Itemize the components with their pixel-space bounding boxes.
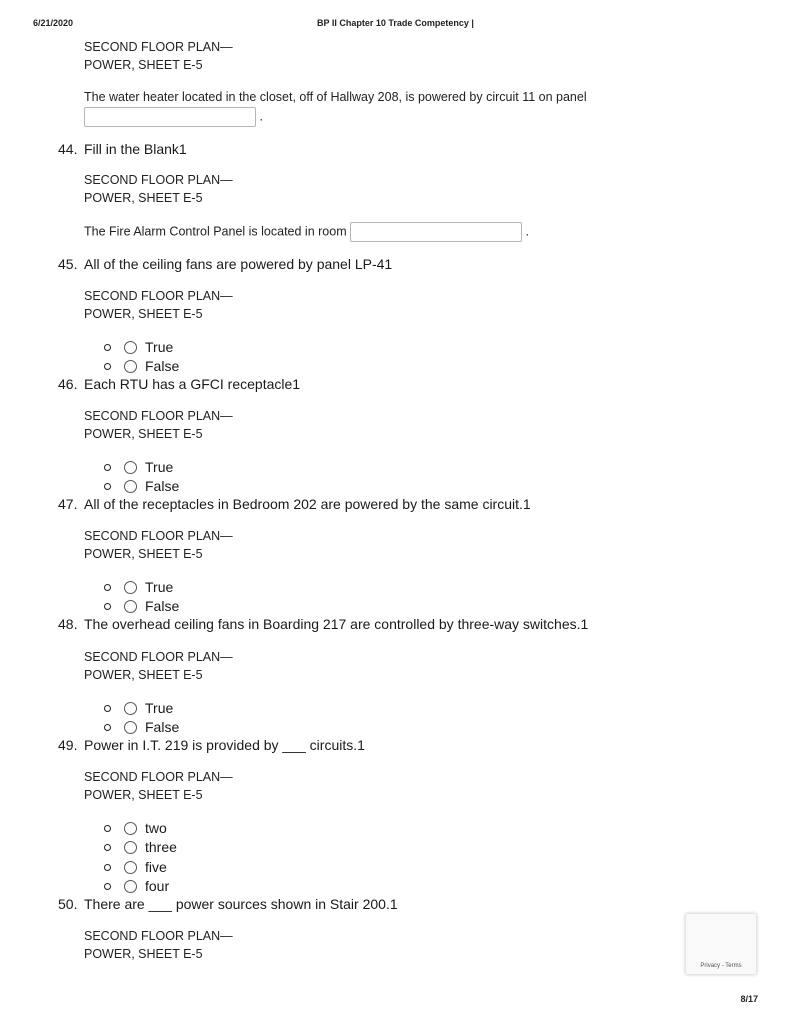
radio-button[interactable] <box>124 861 137 874</box>
sheet-line-2: POWER, SHEET E-5 <box>84 191 203 205</box>
question-49-option-four[interactable] <box>104 877 169 896</box>
question-49-title <box>58 737 365 753</box>
option-label: True <box>145 459 174 475</box>
question-46-option-false[interactable] <box>104 477 179 496</box>
list-bullet-icon <box>104 825 111 832</box>
question-48-option-false[interactable] <box>104 718 179 737</box>
print-title: BP II Chapter 10 Trade Competency | <box>317 18 474 28</box>
question-50-label: There are ___ power sources shown in Stair 200.1 <box>84 896 398 912</box>
sheet-line-1: SECOND FLOOR PLAN— <box>84 929 233 943</box>
question-50-number: 50. <box>58 896 78 912</box>
page-number: 8/17 <box>740 994 758 1004</box>
question-50-title <box>58 896 398 912</box>
question-47-option-true[interactable] <box>104 578 173 597</box>
sheet-reference <box>84 527 233 563</box>
sheet-line-2: POWER, SHEET E-5 <box>84 58 203 72</box>
option-label: False <box>145 719 180 735</box>
sheet-line-1: SECOND FLOOR PLAN— <box>84 173 233 187</box>
sheet-line-2: POWER, SHEET E-5 <box>84 307 203 321</box>
question-44-number: 44. <box>58 141 78 157</box>
sheet-reference <box>84 38 233 74</box>
question-47-label: All of the receptacles in Bedroom 202 are powered by the same circuit.1 <box>84 496 531 512</box>
sheet-line-2: POWER, SHEET E-5 <box>84 427 203 441</box>
list-bullet-icon <box>104 864 111 871</box>
sheet-reference <box>84 287 233 323</box>
option-label: two <box>145 820 167 836</box>
question-46-number: 46. <box>58 376 78 392</box>
question-43-blank-input[interactable] <box>84 107 256 127</box>
radio-button[interactable] <box>124 461 137 474</box>
question-44-label: Fill in the Blank1 <box>84 141 187 157</box>
question-47-number: 47. <box>58 496 78 512</box>
list-bullet-icon <box>104 724 111 731</box>
sheet-line-1: SECOND FLOOR PLAN— <box>84 650 233 664</box>
list-bullet-icon <box>104 844 111 851</box>
option-label: False <box>145 478 180 494</box>
question-45-option-true[interactable] <box>104 338 173 357</box>
radio-button[interactable] <box>124 841 137 854</box>
list-bullet-icon <box>104 883 111 890</box>
sheet-reference <box>84 768 233 804</box>
sheet-line-2: POWER, SHEET E-5 <box>84 788 203 802</box>
sheet-reference <box>84 648 233 684</box>
radio-button[interactable] <box>124 880 137 893</box>
question-44-text: The Fire Alarm Control Panel is located in room <box>84 224 347 239</box>
radio-button[interactable] <box>124 341 137 354</box>
option-label: four <box>145 878 170 894</box>
question-43-period: . <box>259 109 263 124</box>
question-45-number: 45. <box>58 256 78 272</box>
question-45-title <box>58 256 392 272</box>
recaptcha-terms-link[interactable]: Privacy - Terms <box>700 963 742 969</box>
radio-button[interactable] <box>124 360 137 373</box>
question-46-title <box>58 376 300 392</box>
radio-button[interactable] <box>124 581 137 594</box>
list-bullet-icon <box>104 705 111 712</box>
sheet-reference <box>84 171 233 207</box>
sheet-line-2: POWER, SHEET E-5 <box>84 947 203 961</box>
question-44-blank-input[interactable] <box>350 222 522 242</box>
sheet-reference <box>84 407 233 443</box>
sheet-line-1: SECOND FLOOR PLAN— <box>84 289 233 303</box>
question-49-option-five[interactable] <box>104 858 167 877</box>
list-bullet-icon <box>104 603 111 610</box>
option-label: False <box>145 358 180 374</box>
sheet-line-1: SECOND FLOOR PLAN— <box>84 770 233 784</box>
question-47-option-false[interactable] <box>104 597 179 616</box>
question-46-label: Each RTU has a GFCI receptacle1 <box>84 376 301 392</box>
question-47-title <box>58 496 531 512</box>
sheet-line-2: POWER, SHEET E-5 <box>84 668 203 682</box>
radio-button[interactable] <box>124 480 137 493</box>
sheet-line-1: SECOND FLOOR PLAN— <box>84 409 233 423</box>
question-43-answer-row <box>84 107 263 127</box>
question-44-period: . <box>525 224 530 239</box>
list-bullet-icon <box>104 584 111 591</box>
option-label: three <box>145 839 177 855</box>
question-49-label: Power in I.T. 219 is provided by ___ circuits.1 <box>84 737 365 753</box>
option-label: True <box>145 700 174 716</box>
question-49-option-three[interactable] <box>104 838 177 857</box>
question-46-option-true[interactable] <box>104 458 173 477</box>
question-49-number: 49. <box>58 737 78 753</box>
radio-button[interactable] <box>124 702 137 715</box>
sheet-line-1: SECOND FLOOR PLAN— <box>84 40 233 54</box>
list-bullet-icon <box>104 483 111 490</box>
radio-button[interactable] <box>124 822 137 835</box>
option-label: five <box>145 859 167 875</box>
question-48-title <box>58 616 588 632</box>
sheet-reference <box>84 927 233 963</box>
question-45-option-false[interactable] <box>104 357 179 376</box>
question-49-option-two[interactable] <box>104 819 167 838</box>
list-bullet-icon <box>104 344 111 351</box>
question-45-label: All of the ceiling fans are powered by panel LP-41 <box>84 256 393 272</box>
question-48-option-true[interactable] <box>104 699 173 718</box>
question-48-label: The overhead ceiling fans in Boarding 217 are controlled by three-way switches.1 <box>84 616 589 632</box>
recaptcha-badge[interactable] <box>686 914 756 974</box>
question-43-text: The water heater located in the closet, off of Hallway 208, is powered by circuit 11 on panel <box>84 90 587 104</box>
list-bullet-icon <box>104 464 111 471</box>
question-44-answer-row <box>84 222 529 242</box>
sheet-line-1: SECOND FLOOR PLAN— <box>84 529 233 543</box>
question-44-title <box>58 141 187 157</box>
option-label: True <box>145 339 174 355</box>
print-date: 6/21/2020 <box>33 18 74 28</box>
list-bullet-icon <box>104 363 111 370</box>
radio-button[interactable] <box>124 721 137 734</box>
radio-button[interactable] <box>124 600 137 613</box>
question-48-number: 48. <box>58 616 78 632</box>
sheet-line-2: POWER, SHEET E-5 <box>84 547 203 561</box>
option-label: True <box>145 579 174 595</box>
option-label: False <box>145 598 180 614</box>
